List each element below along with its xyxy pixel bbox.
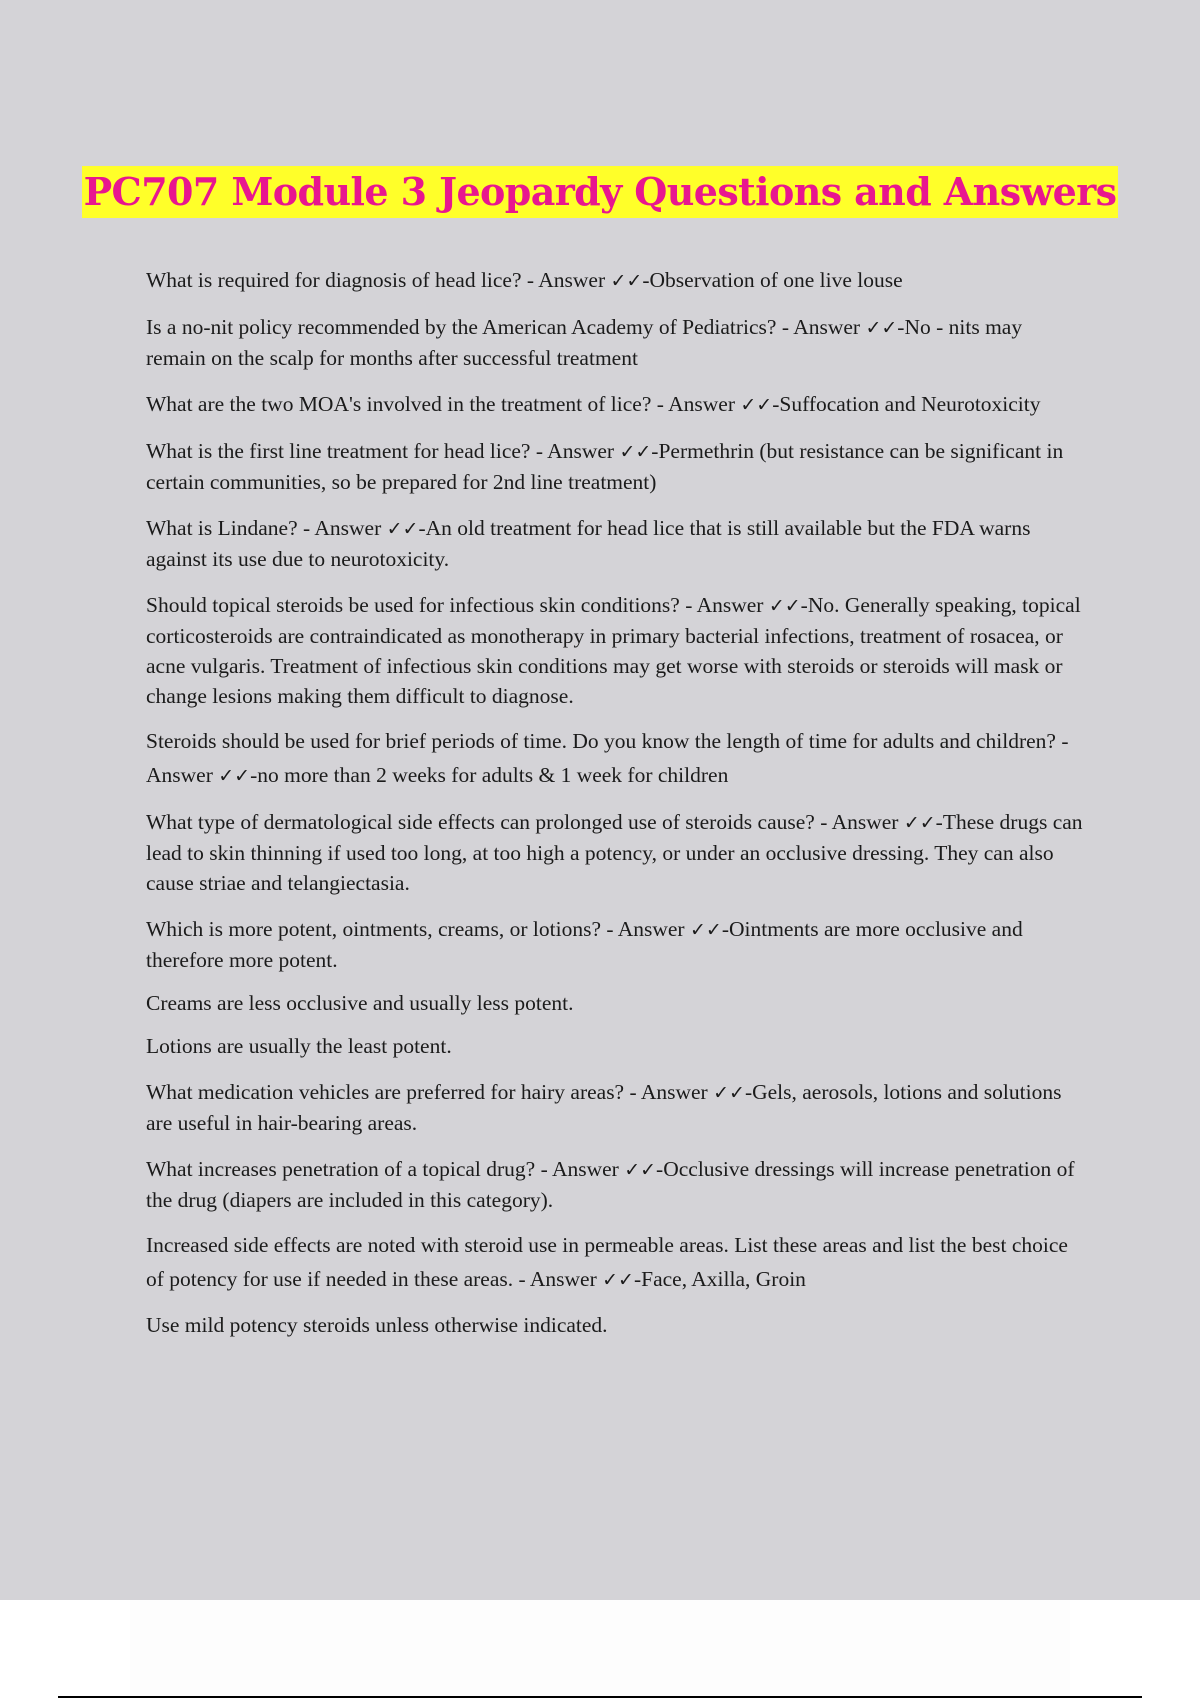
answer-label: - Answer <box>303 516 382 540</box>
answer-text: -No - nits may remain on the scalp for months after successful treatment <box>146 315 1023 370</box>
answer-label: - Answer <box>606 917 685 941</box>
qa-item <box>146 265 1086 296</box>
answer-text: -no more than 2 weeks for adults & 1 week for children <box>250 763 729 787</box>
note-paragraph: Lotions are usually the least potent. <box>146 1034 452 1058</box>
answer-label: - Answer <box>526 268 606 292</box>
checkmark-icon: ✓✓ <box>386 518 419 540</box>
answer-text: -Permethrin (but resistance can be significant in certain communities, so be prepared for 2nd line treatment) <box>146 439 1064 494</box>
qa-item <box>146 724 1086 793</box>
qa-item <box>146 1154 1086 1215</box>
qa-item <box>146 436 1086 497</box>
checkmark-icon: ✓✓ <box>865 317 898 339</box>
checkmark-icon: ✓✓ <box>740 394 773 416</box>
qa-item <box>146 590 1086 711</box>
title-container <box>0 166 1200 218</box>
answer-label: - Answer <box>518 1267 597 1291</box>
answer-label: - Answer <box>781 315 861 339</box>
page-title: PC707 Module 3 Jeopardy Questions and Answers <box>82 166 1119 218</box>
qa-item <box>146 1077 1086 1138</box>
qa-item <box>146 807 1086 898</box>
answer-label: - Answer <box>146 729 1069 787</box>
qa-item <box>146 914 1086 975</box>
checkmark-icon: ✓✓ <box>619 441 652 463</box>
question-text: Steroids should be used for brief periods of time. Do you know the length of time for adults and children? <box>146 729 1056 753</box>
note-paragraph: Use mild potency steroids unless otherwise indicated. <box>146 1313 608 1337</box>
question-text: Should topical steroids be used for infectious skin conditions? <box>146 593 680 617</box>
checkmark-icon: ✓✓ <box>713 1082 745 1104</box>
qa-list <box>146 265 1086 1340</box>
question-text: Is a no-nit policy recommended by the American Academy of Pediatrics? <box>146 315 777 339</box>
checkmark-icon: ✓✓ <box>602 1269 634 1291</box>
answer-label: - Answer <box>629 1080 708 1104</box>
qa-item <box>146 312 1086 373</box>
answer-text: -Gels, aerosols, lotions and solutions are useful in hair-bearing areas. <box>146 1080 1062 1135</box>
checkmark-icon: ✓✓ <box>689 919 722 941</box>
question-text: Which is more potent, ointments, creams, or lotions? <box>146 917 601 941</box>
qa-item <box>146 389 1086 420</box>
footer-divider <box>58 1696 1142 1698</box>
answer-label: - Answer <box>535 439 615 463</box>
answer-label: - Answer <box>820 810 899 834</box>
question-text: What is Lindane? <box>146 516 298 540</box>
question-text: What are the two MOA's involved in the treatment of lice? <box>146 392 652 416</box>
note-paragraph: Creams are less occlusive and usually less potent. <box>146 991 574 1015</box>
checkmark-icon: ✓✓ <box>610 270 643 292</box>
qa-item <box>146 1228 1086 1297</box>
answer-label: - Answer <box>656 392 735 416</box>
answer-text: -Occlusive dressings will increase penetration of the drug (diapers are included in this category). <box>146 1157 1075 1212</box>
answer-text: -Suffocation and Neurotoxicity <box>772 392 1041 416</box>
checkmark-icon: ✓✓ <box>768 595 801 617</box>
question-text: What is the first line treatment for head lice? <box>146 439 531 463</box>
question-text: What type of dermatological side effects can prolonged use of steroids cause? <box>146 810 815 834</box>
answer-text: -These drugs can lead to skin thinning if used too long, at too high a potency, or under an occlusive dressing. They can also cause striae and telangiectasia. <box>146 810 1083 895</box>
answer-text: -Observation of one live louse <box>642 268 903 292</box>
question-text: What increases penetration of a topical drug? <box>146 1157 536 1181</box>
checkmark-icon: ✓✓ <box>903 812 936 834</box>
question-text: What medication vehicles are preferred for hairy areas? <box>146 1080 625 1104</box>
answer-text: -No. Generally speaking, topical corticosteroids are contraindicated as monotherapy in primary bacterial infections, treatment of rosacea, or acne vulgaris. Treatment of infectious skin conditions may get worse with steroids or steroids will mask or change lesions making them difficult to diagnose. <box>146 593 1081 708</box>
question-text: What is required for diagnosis of head lice? <box>146 268 522 292</box>
qa-item <box>146 513 1086 574</box>
answer-text: -An old treatment for head lice that is still available but the FDA warns against its use due to neurotoxicity. <box>146 516 1031 571</box>
answer-text: -Ointments are more occlusive and therefore more potent. <box>146 917 1023 972</box>
answer-label: - Answer <box>540 1157 619 1181</box>
page-bottom-area <box>130 1600 1070 1696</box>
answer-text: -Face, Axilla, Groin <box>633 1267 806 1291</box>
answer-label: - Answer <box>685 593 764 617</box>
checkmark-icon: ✓✓ <box>624 1159 657 1181</box>
question-text: Increased side effects are noted with steroid use in permeable areas. List these areas and list the best choice of potency for use if needed in these areas. <box>146 1233 1068 1291</box>
checkmark-icon: ✓✓ <box>218 765 251 787</box>
